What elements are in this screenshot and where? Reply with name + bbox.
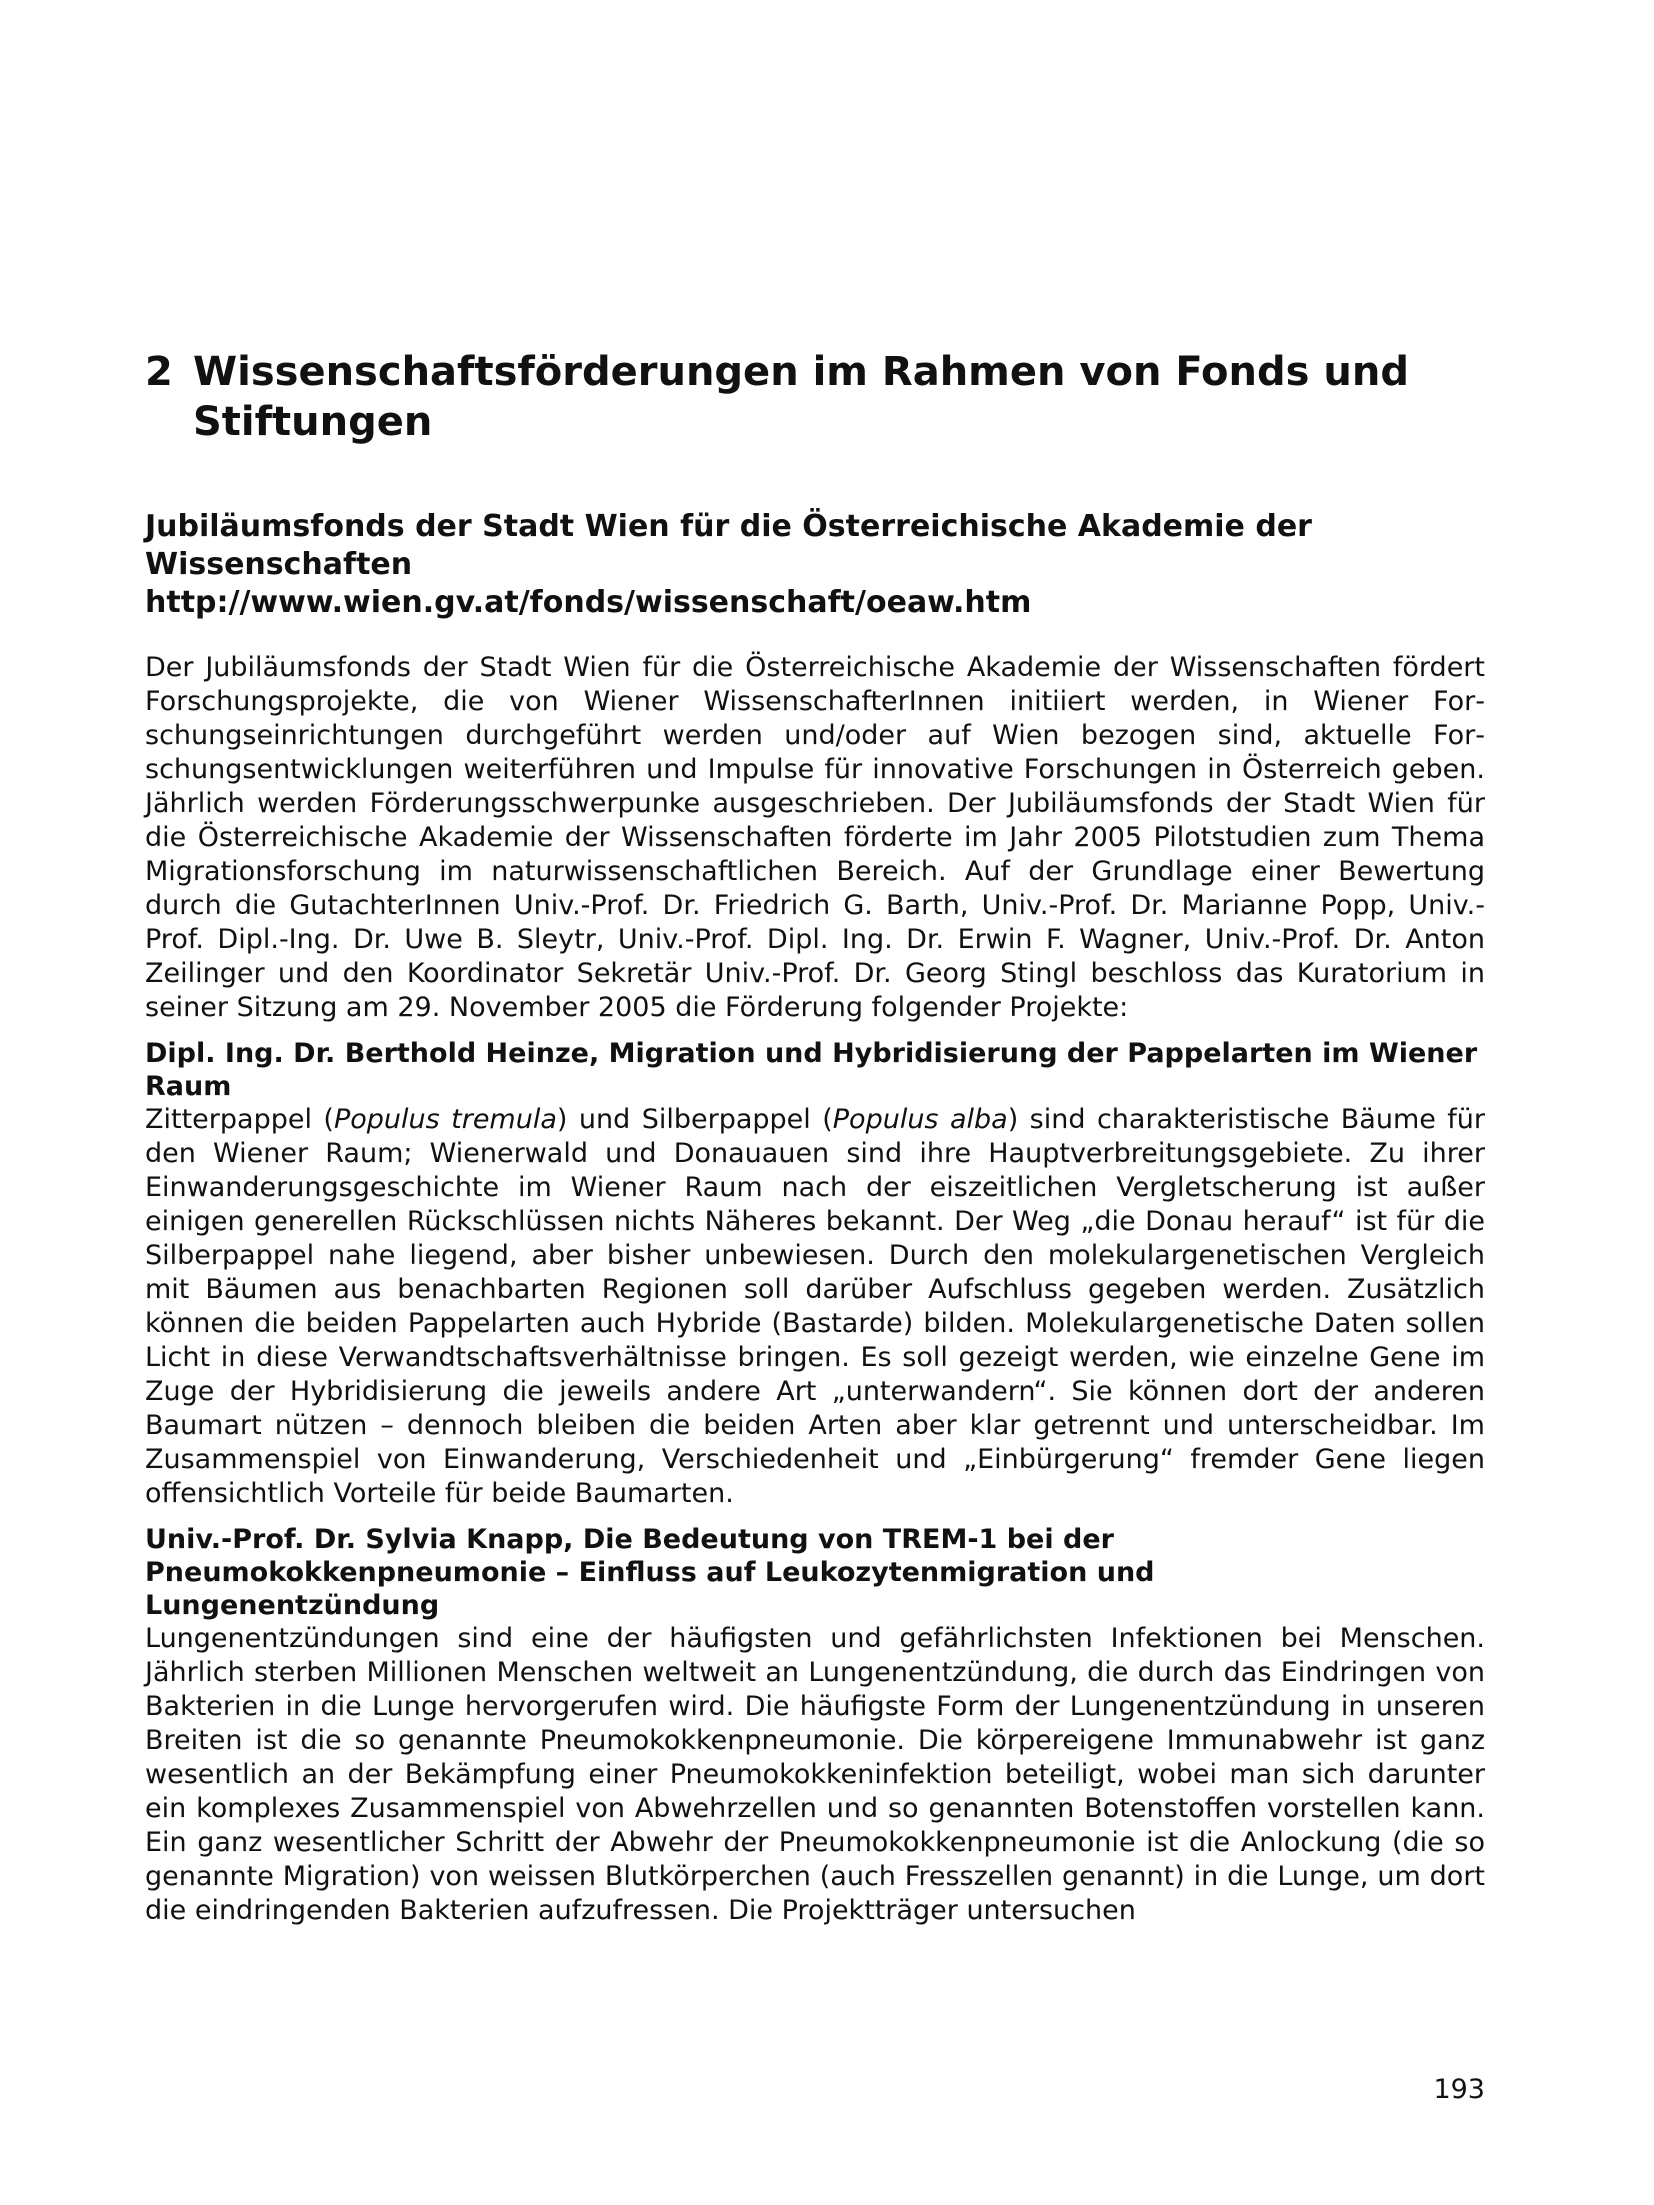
project-2-body: Lungenentzündungen sind eine der häufigsten und gefährlichsten Infektionen bei Menschen. Jährlich sterben Millionen Menschen weltweit an Lungenentzündung, die durch das Eindringen von Bakterien in die Lunge hervorgerufen wird. Die häufigste Form der Lungenentzündung in unseren Breiten ist die so genannte Pneumokokkenpneumonie. Die körpereigene Immunabwehr ist ganz wesentlich an der Bekämpfung einer Pneumokokkeninfektion beteiligt, wobei man sich darunter ein komplexes Zusammenspiel von Abwehrzellen und so genannten Botenstoffen vorstellen kann. Ein ganz wesentlicher Schritt der Abwehr der Pneumokokkenpneumonie ist die Anlockung (die so genannte Migration) von weissen Blutkörperchen (auch Fresszellen genannt) in die Lunge, um dort die eindringenden Bakterien aufzufressen. Die Projektträger untersuchen: [145, 1623, 1485, 1926]
project-1-text-c: ) sind charakteristische Bäume für den Wiener Raum; Wienerwald und Donauauen sind ihre Hauptverbreitungsgebiete. Zu ihrer Einwanderungsgeschichte im Wiener Raum nach der eiszeitlichen Vergletscherung ist außer einigen generellen Rückschlüssen nichts Näheres bekannt. Der Weg „die Donau herauf“ ist für die Silberpappel nahe liegend, aber bisher unbewiesen. Durch den molekulargenetischen Vergleich mit Bäumen aus benachbarten Regionen soll darüber Aufschluss gegeben werden. Zusätzlich können die beiden Pappelarten auch Hybride (Bastarde) bilden. Molekulargenetische Daten sollen Licht in diese Verwandtschaftsverhältnisse bringen. Es soll gezeigt werden, wie einzelne Gene im Zuge der Hybridisierung die jeweils andere Art „unterwandern“. Sie können dort der anderen Baumart nützen – dennoch bleiben die beiden Arten aber klar getrennt und unterscheidbar. Im Zusammenspiel von Einwanderung, Verschiedenheit und „Einbürgerung“ fremder Gene liegen offensichtlich Vorteile für beide Baumarten.: [145, 1104, 1486, 1509]
chapter-number: 2: [145, 349, 173, 395]
chapter-title: Wissenschaftsförderungen im Rahmen von Fonds und Stiftungen: [193, 349, 1409, 445]
project-2-title: [145, 1523, 1485, 1622]
project-1-title: Dipl. Ing. Dr. Berthold Heinze, Migration und Hybridisierung der Pappelarten im Wiener Raum: [145, 1038, 1478, 1102]
section-heading: [145, 508, 1485, 622]
main-content: [145, 651, 1485, 1928]
project-1-species-2: Populus alba: [832, 1104, 1008, 1135]
page-number: 193: [1433, 2074, 1485, 2105]
section-url: http://www.wien.gv.at/fonds/wissenschaft/oeaw.htm: [145, 585, 1032, 620]
project-1-species-1: Populus tremula: [333, 1104, 557, 1135]
project-2-title-line-1: Univ.-Prof. Dr. Sylvia Knapp, Die Bedeutung von TREM-1 bei der: [145, 1524, 1114, 1555]
project-2-title-line-2: Pneumokokkenpneumonie – Einfluss auf Leukozytenmigration und: [145, 1557, 1155, 1588]
intro-paragraph: Der Jubiläumsfonds der Stadt Wien für die Österreichische Akademie der Wissenschaften fördert Forschungsprojekte, die von Wiener WissenschafterInnen initiiert werden, in Wiener Forschungseinrichtungen durchgeführt werden und/oder auf Wien bezogen sind, aktuelle Forschungsentwicklungen weiterführen und Impulse für innovative Forschungen in Österreich geben. Jährlich werden Förderungsschwerpunke ausgeschrieben. Der Jubiläumsfonds der Stadt Wien für die Österreichische Akademie der Wissenschaften förderte im Jahr 2005 Pilotstudien zum Thema Migrationsforschung im naturwissenschaftlichen Bereich. Auf der Grundlage einer Bewertung durch die GutachterInnen Univ.-Prof. Dr. Friedrich G. Barth, Univ.-Prof. Dr. Marianne Popp, Univ.-Prof. Dipl.-Ing. Dr. Uwe B. Sleytr, Univ.-Prof. Dipl. Ing. Dr. Erwin F. Wagner, Univ.-Prof. Dr. Anton Zeilinger und den Koordinator Sekretär Univ.-Prof. Dr. Georg Stingl beschloss das Kuratorium in seiner Sitzung am 29. November 2005 die Förderung folgender Projekte:: [145, 652, 1485, 1023]
section-title: Jubiläumsfonds der Stadt Wien für die Österreichische Akademie der Wissenschaften: [145, 509, 1312, 582]
project-1-body: [145, 1103, 1485, 1511]
project-1-text-b: ) und Silberpappel (: [556, 1104, 833, 1135]
chapter-heading: [145, 347, 1485, 447]
project-2-title-line-3: Lungenentzündung: [145, 1590, 440, 1621]
project-1-text-a: Zitterpappel (: [145, 1104, 334, 1135]
